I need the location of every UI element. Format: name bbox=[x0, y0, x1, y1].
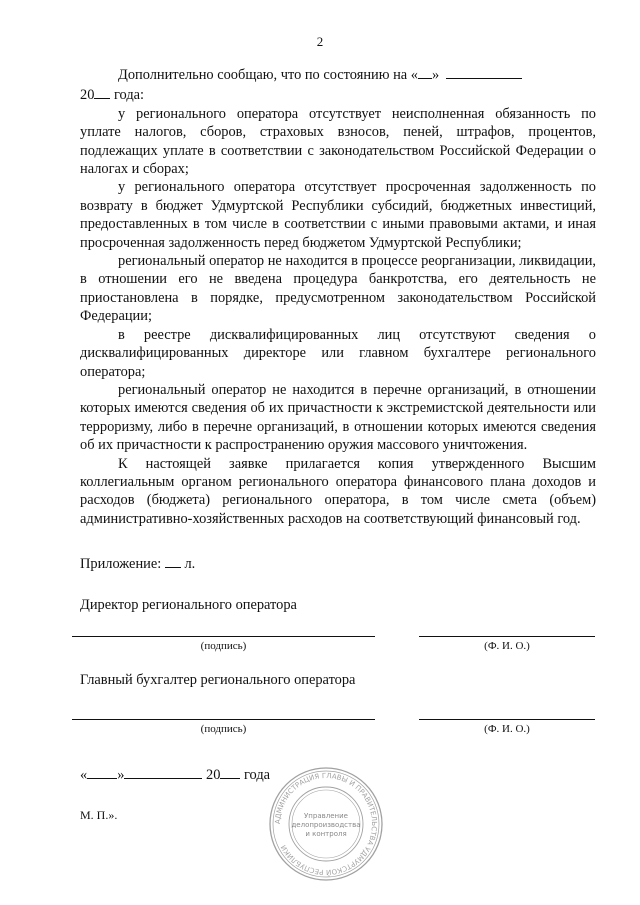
seal-center-line-3: и контроля bbox=[305, 830, 347, 838]
paragraph-extremism: региональный оператор не находится в перечне организаций, в отношении которых имеются сведения об их причастности к экстремистской деятельности или терроризму, либо в перечне организаций, в отношении которых имеются сведения об их причастности к распространению оружия массового уничтожения. bbox=[80, 381, 596, 454]
director-title: Директор регионального оператора bbox=[80, 597, 297, 613]
date-line: « » 20 года bbox=[80, 764, 270, 784]
accountant-name-caption: (Ф. И. О.) bbox=[484, 723, 530, 735]
director-signature-line bbox=[72, 636, 375, 637]
date-month-blank bbox=[124, 764, 202, 779]
official-seal-stamp bbox=[268, 766, 384, 882]
director-name-line bbox=[419, 636, 595, 637]
page-number: 2 bbox=[316, 34, 324, 49]
date-day-blank bbox=[87, 764, 117, 779]
stamp-place: М. П.». bbox=[80, 808, 118, 822]
document-body bbox=[80, 64, 596, 528]
paragraph-financial-plan: К настоящей заявке прилагается копия утвержденного Высшим коллегиальным органом регионального оператора финансового плана доходов и расходов (бюджета) регионального оператора, в том числе смета (объем) административно-хозяйственных расходов на соответствующий финансовый год. bbox=[80, 455, 596, 527]
paragraph-disqualified: в реестре дисквалифицированных лиц отсутствуют сведения о дисквалифицированных директоре или главном бухгалтере регионального оператора; bbox=[80, 326, 596, 380]
month-blank bbox=[446, 64, 522, 79]
seal-center-line-2: делопроизводства bbox=[291, 821, 361, 829]
seal-ring-text: АДМИНИСТРАЦИЯ ГЛАВЫ И ПРАВИТЕЛЬСТВА УДМУРТСКОЙ РЕСПУБЛИКИ bbox=[273, 771, 379, 877]
attachment-blank bbox=[165, 553, 181, 568]
status-year: 20 года: bbox=[80, 84, 596, 104]
accountant-name-line bbox=[419, 719, 595, 720]
director-signature-caption: (подпись) bbox=[200, 640, 247, 652]
paragraph-reorganization: региональный оператор не находится в процессе реорганизации, ликвидации, в отношении его не введена процедура банкротства, его деятельность не приостановлена в порядке, предусмотренном законодательством Российской Федерации; bbox=[80, 253, 596, 325]
day-blank bbox=[418, 64, 432, 79]
date-year-blank bbox=[220, 764, 240, 779]
attachment-line: Приложение: л. bbox=[80, 553, 195, 573]
year-blank bbox=[94, 84, 110, 99]
paragraph-budget-debt: у регионального оператора отсутствует просроченная задолженность по возврату в бюджет Удмуртской Республики субсидий, бюджетных инвестиций, предоставленных в том числе в соответствии с иными правовыми актами, и иная просроченная задолженность перед бюджетом Удмуртской Республики; bbox=[80, 179, 596, 251]
seal-center-line-1: Управление bbox=[304, 812, 348, 820]
status-line: Дополнительно сообщаю, что по состоянию на « » bbox=[80, 64, 596, 84]
paragraph-tax: у регионального оператора отсутствует неисполненная обязанность по уплате налогов, сборов, страховых взносов, пеней, штрафов, процентов, подлежащих уплате в соответствии с законодательством Российской Федерации о налогах и сборах; bbox=[80, 105, 596, 178]
accountant-title: Главный бухгалтер регионального оператора bbox=[80, 672, 356, 688]
accountant-signature-caption: (подпись) bbox=[200, 723, 247, 735]
accountant-signature-line bbox=[72, 719, 375, 720]
director-name-caption: (Ф. И. О.) bbox=[484, 640, 530, 652]
